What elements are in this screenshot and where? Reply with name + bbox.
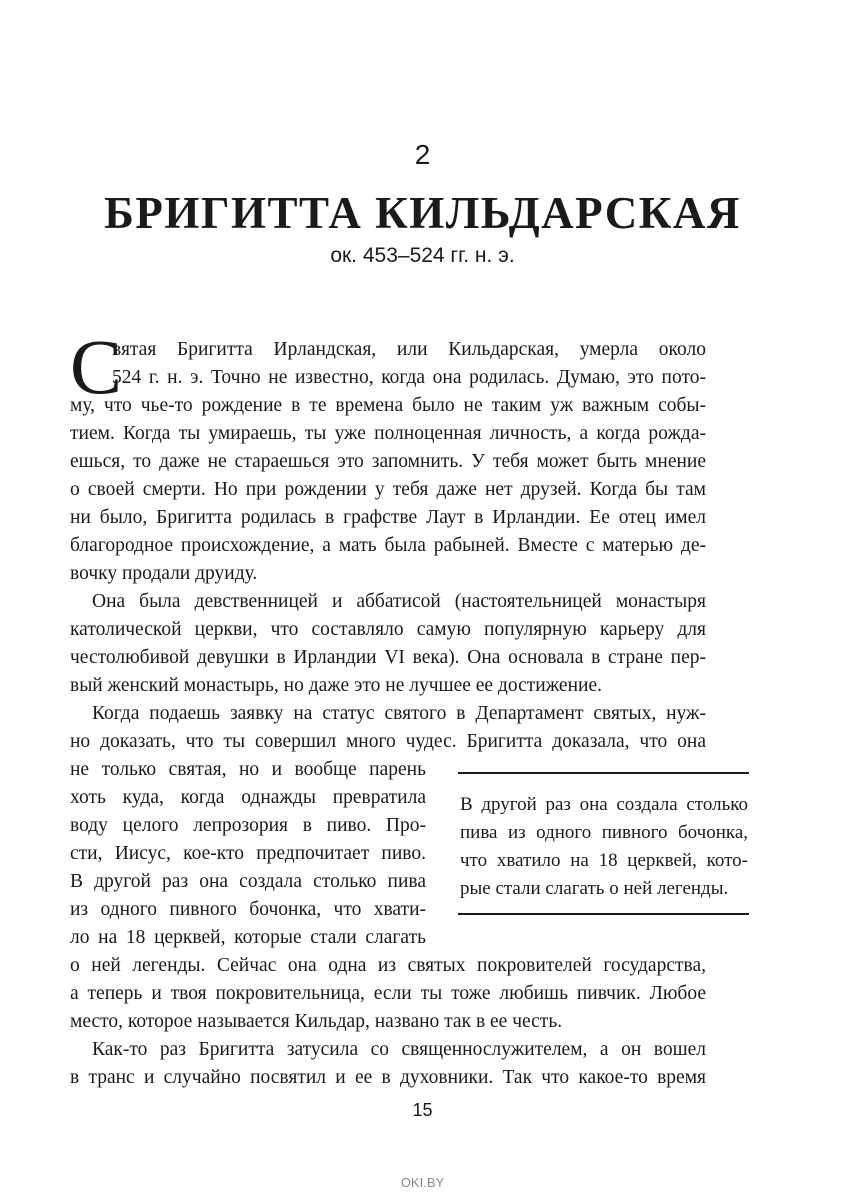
text-line: но доказать, что ты совершил много чудес. Бригитта доказала, что она bbox=[70, 731, 706, 752]
chapter-title: БРИГИТТА КИЛЬДАРСКАЯ bbox=[104, 188, 741, 238]
pull-quote-line: пива из одного пивного бочонка, bbox=[460, 822, 748, 843]
page-number: 15 bbox=[412, 1100, 433, 1120]
pull-quote-line: В другой раз она создала столько bbox=[460, 794, 748, 815]
text-line: ни было, Бригитта родилась в графстве Лаут в Ирландии. Ее отец имел bbox=[70, 507, 706, 528]
text-line: вятая Бригитта Ирландская, или Кильдарская, умерла около bbox=[112, 339, 706, 360]
text-line: му, что чье-то рождение в те времена было не таким уж важным собы- bbox=[70, 395, 706, 416]
text-line: Как-то раз Бригитта затусила со священнослужителем, а он вошел bbox=[92, 1039, 706, 1060]
text-line: В другой раз она создала столько пива bbox=[70, 871, 426, 892]
pull-quote-top-rule bbox=[458, 772, 749, 774]
text-line: честолюбивой девушки в Ирландии VI века). Она основала в стране пер- bbox=[70, 647, 706, 668]
drop-cap: С bbox=[70, 323, 123, 410]
chapter-dates: ок. 453–524 гг. н. э. bbox=[330, 244, 515, 267]
pull-quote-bottom-rule bbox=[458, 913, 749, 915]
text-line: о своей смерти. Но при рождении у тебя даже нет друзей. Когда бы там bbox=[70, 479, 706, 500]
text-line: хоть куда, когда однажды превратила bbox=[70, 787, 426, 808]
text-line: не только святая, но и вообще парень bbox=[70, 759, 426, 780]
text-line: 524 г. н. э. Точно не известно, когда она родилась. Думаю, это пото- bbox=[112, 367, 706, 388]
text-line: о ней легенды. Сейчас она одна из святых покровителей государства, bbox=[70, 955, 706, 976]
text-line: место, которое называется Кильдар, названо так в ее честь. bbox=[70, 1011, 563, 1032]
text-line: воду целого лепрозория в пиво. Про- bbox=[70, 815, 426, 836]
pull-quote-line: что хватило на 18 церквей, кото- bbox=[460, 850, 748, 871]
chapter-number: 2 bbox=[414, 139, 431, 170]
text-line: вый женский монастырь, но даже это не лучшее ее достижение. bbox=[70, 675, 602, 696]
text-line: вочку продали друиду. bbox=[70, 563, 258, 584]
watermark: OKI.BY bbox=[400, 1175, 445, 1190]
text-line: тием. Когда ты умираешь, ты уже полноценная личность, а когда рожда- bbox=[70, 423, 706, 444]
text-line: Она была девственницей и аббатисой (настоятельницей монастыря bbox=[92, 591, 706, 612]
text-line: ешься, то даже не стараешься это запомнить. У тебя может быть мнение bbox=[70, 451, 706, 472]
text-line: католической церкви, что составляло самую популярную карьеру для bbox=[70, 619, 706, 640]
text-line: в транс и случайно посвятил и ее в духовники. Так что какое-то время bbox=[70, 1067, 706, 1088]
pull-quote-line: рые стали слагать о ней легенды. bbox=[460, 878, 729, 899]
text-line: а теперь и твоя покровительница, если ты тоже любишь пивчик. Любое bbox=[70, 983, 706, 1004]
text-line: из одного пивного бочонка, что хвати- bbox=[70, 899, 426, 920]
text-line: ло на 18 церквей, которые стали слагать bbox=[70, 927, 426, 948]
text-line: сти, Иисус, кое-кто предпочитает пиво. bbox=[70, 843, 426, 864]
text-line: Когда подаешь заявку на статус святого в Департамент святых, нуж- bbox=[92, 703, 706, 724]
text-line: благородное происхождение, а мать была рабыней. Вместе с матерью де- bbox=[70, 535, 706, 556]
